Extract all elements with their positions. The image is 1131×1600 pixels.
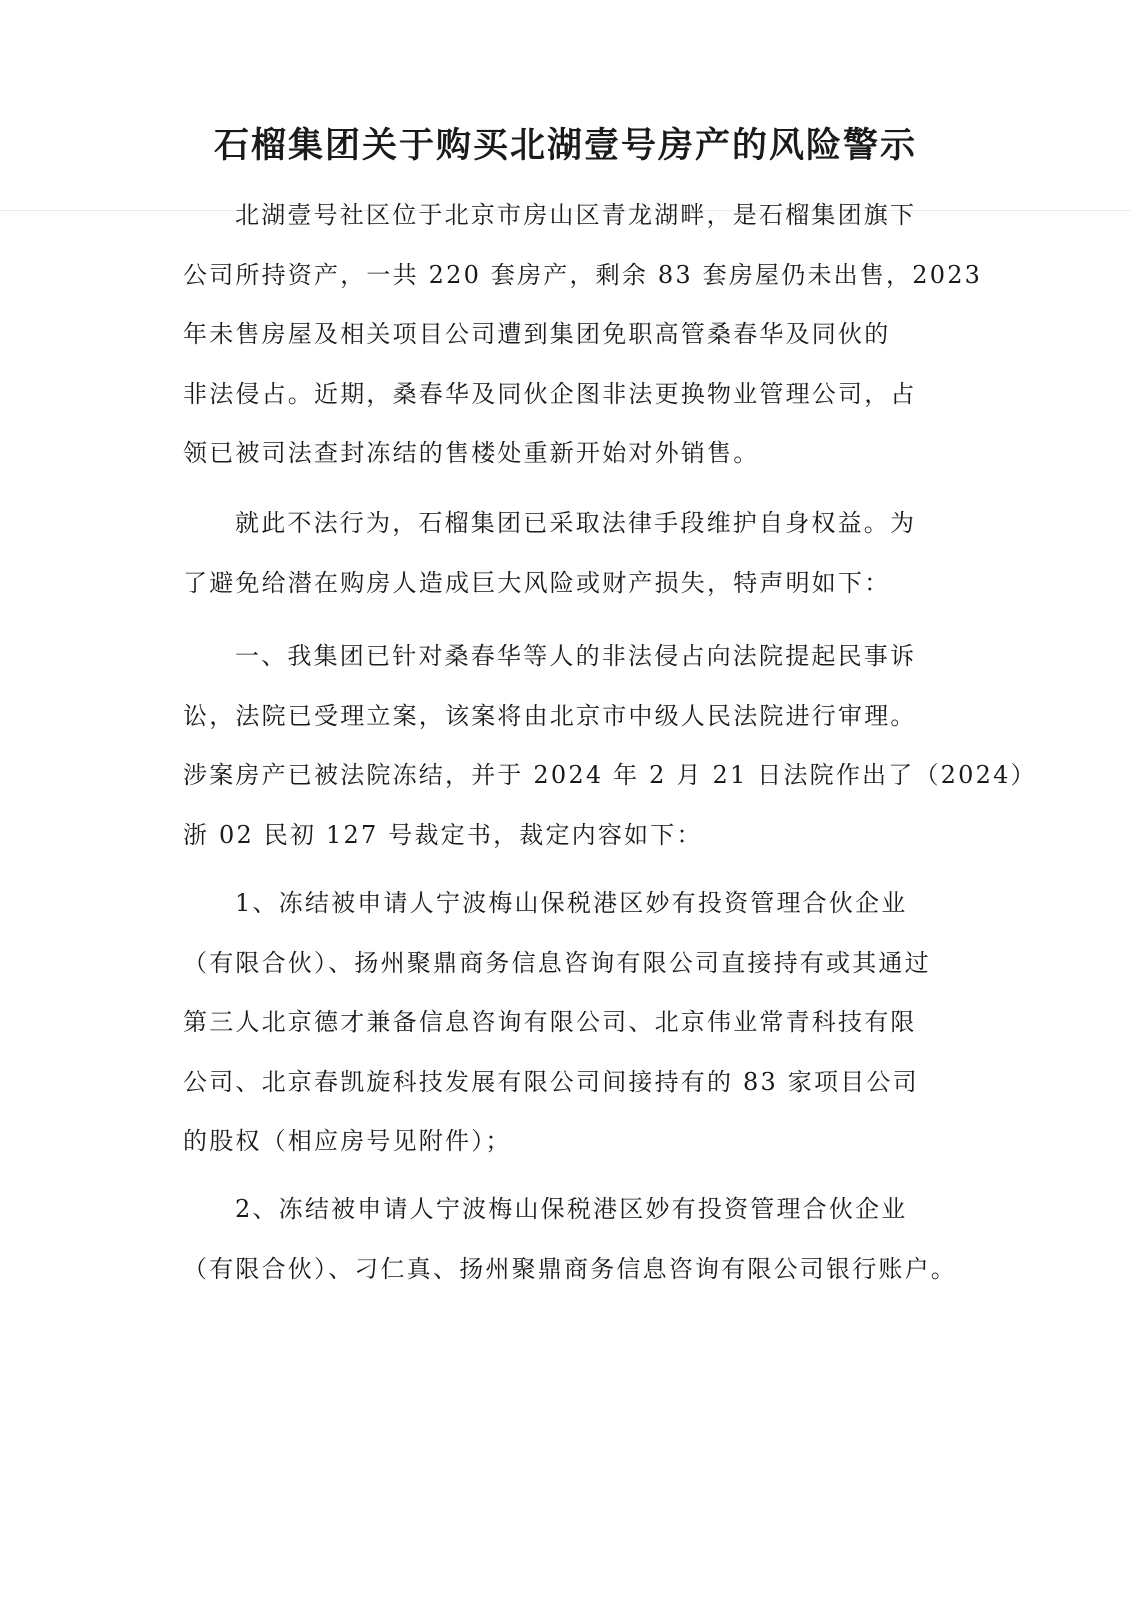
document-title: 石榴集团关于购买北湖壹号房产的风险警示 bbox=[213, 125, 917, 166]
text-line: 1、冻结被申请人宁波梅山保税港区妙有投资管理合伙企业 bbox=[235, 889, 908, 917]
text-line: 2、冻结被申请人宁波梅山保税港区妙有投资管理合伙企业 bbox=[235, 1195, 908, 1223]
text-line: 公司、北京春凯旋科技发展有限公司间接持有的 83 家项目公司 bbox=[183, 1067, 919, 1096]
paragraph-item-one bbox=[183, 627, 1037, 865]
text-line: 北湖壹号社区位于北京市房山区青龙湖畔，是石榴集团旗下 bbox=[235, 201, 917, 229]
text-line: （有限合伙）、刁仁真、扬州聚鼎商务信息咨询有限公司银行账户。 bbox=[183, 1254, 957, 1283]
text-line: 领已被司法查封冻结的售楼处重新开始对外销售。 bbox=[183, 439, 760, 467]
text-line: （有限合伙）、扬州聚鼎商务信息咨询有限公司直接持有或其通过 bbox=[183, 948, 931, 977]
text-line: 非法侵占。近期，桑春华及同伙企图非法更换物业管理公司，占 bbox=[183, 379, 917, 408]
text-line: 的股权（相应房号见附件）； bbox=[183, 1127, 512, 1155]
text-line: 讼，法院已受理立案，该案将由北京市中级人民法院进行审理。 bbox=[183, 701, 917, 730]
text-line: 第三人北京德才兼备信息咨询有限公司、北京伟业常青科技有限 bbox=[183, 1008, 917, 1036]
text-line: 浙 02 民初 127 号裁定书，裁定内容如下： bbox=[183, 820, 703, 849]
paragraph-statement bbox=[183, 494, 973, 613]
text-line: 一、我集团已针对桑春华等人的非法侵占向法院提起民事诉 bbox=[235, 642, 917, 670]
paragraph-ruling-2 bbox=[183, 1180, 973, 1299]
text-line: 涉案房产已被法院冻结，并于 2024 年 2 月 21 日法院作出了（2024） bbox=[183, 761, 1037, 789]
text-line: 就此不法行为，石榴集团已采取法律手段维护自身权益。为 bbox=[235, 509, 917, 537]
paragraph-intro bbox=[183, 186, 983, 484]
text-line: 了避免给潜在购房人造成巨大风险或财产损失，特声明如下： bbox=[183, 568, 891, 597]
text-line: 年未售房屋及相关项目公司遭到集团免职高管桑春华及同伙的 bbox=[183, 320, 891, 348]
text-line: 公司所持资产，一共 220 套房产，剩余 83 套房屋仍未出售，2023 bbox=[183, 260, 983, 289]
paragraph-ruling-1 bbox=[183, 874, 973, 1172]
